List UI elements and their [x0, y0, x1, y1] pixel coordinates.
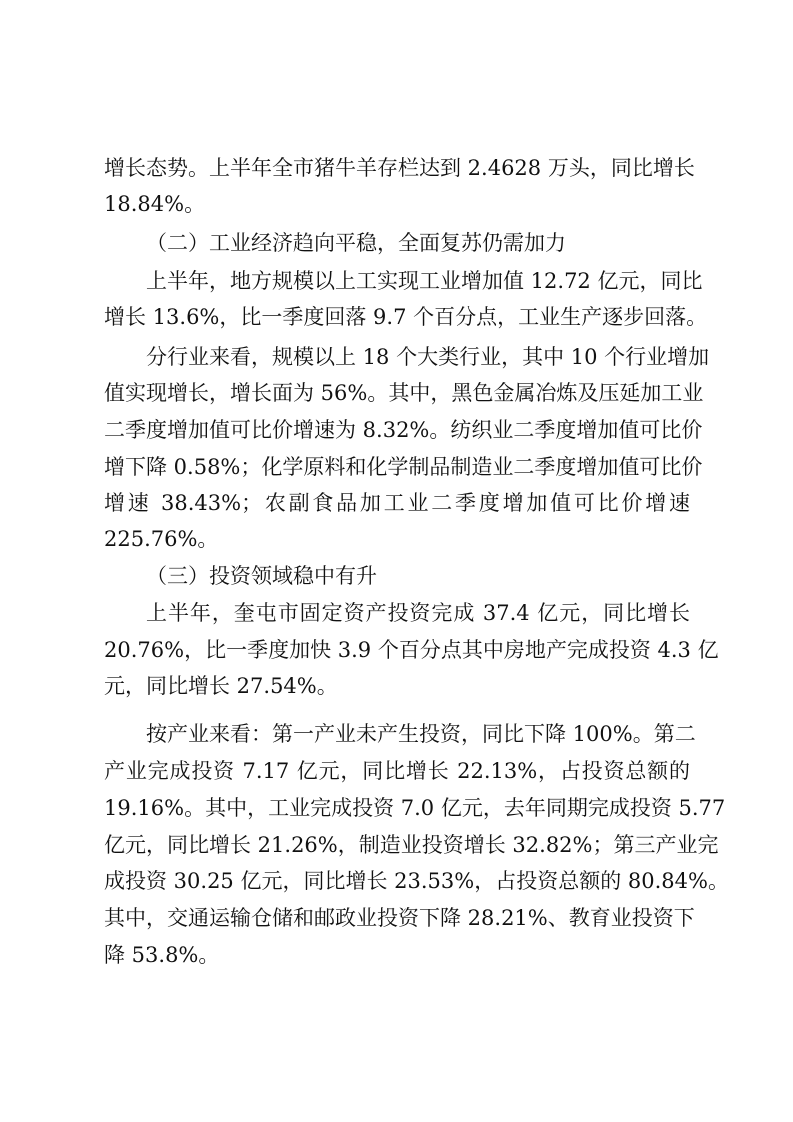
paragraph-line: 增速 38.43%；农副食品加工业二季度增加值可比价增速 — [104, 491, 690, 515]
paragraph-line: 产业完成投资 7.17 亿元，同比增长 22.13%，占投资总额的 — [104, 759, 690, 783]
paragraph-line: 亿元，同比增长 21.26%，制造业投资增长 32.82%；第三产业完 — [104, 833, 719, 857]
paragraph-line: 增长态势。上半年全市猪牛羊存栏达到 2.4628 万头，同比增长 — [104, 156, 695, 180]
paragraph-line: 值实现增长，增长面为 56%。其中，黑色金属冶炼及压延加工业 — [104, 381, 704, 405]
paragraph-line: 增下降 0.58%；化学原料和化学制品制造业二季度增加值可比价 — [104, 455, 703, 479]
section-heading: （三）投资领域稳中有升 — [146, 564, 377, 588]
paragraph-line: 增长 13.6%，比一季度回落 9.7 个百分点，工业生产逐步回落。 — [104, 305, 708, 329]
paragraph-line: 分行业来看，规模以上 18 个大类行业，其中 10 个行业增加 — [146, 345, 710, 369]
paragraph-line: 18.84%。 — [104, 192, 206, 216]
paragraph-line: 上半年，奎屯市固定资产投资完成 37.4 亿元，同比增长 — [146, 601, 690, 625]
paragraph-line: 降 53.8%。 — [104, 943, 220, 967]
paragraph-line: 按产业来看：第一产业未产生投资，同比下降 100%。第二 — [146, 722, 696, 746]
section-heading: （二）工业经济趋向平稳，全面复苏仍需加力 — [146, 231, 566, 255]
paragraph-line: 成投资 30.25 亿元，同比增长 23.53%，占投资总额的 80.84%。 — [104, 869, 729, 893]
paragraph-line: 其中，交通运输仓储和邮政业投资下降 28.21%、教育业投资下 — [104, 906, 695, 930]
paragraph-line: 19.16%。其中，工业完成投资 7.0 亿元，去年同期完成投资 5.77 — [104, 796, 726, 820]
paragraph-line: 上半年，地方规模以上工实现工业增加值 12.72 亿元，同比 — [146, 269, 703, 293]
paragraph-line: 二季度增加值可比价增速为 8.32%。纺织业二季度增加值可比价 — [104, 418, 703, 442]
paragraph-line: 元，同比增长 27.54%。 — [104, 674, 338, 698]
paragraph-line: 20.76%，比一季度加快 3.9 个百分点其中房地产完成投资 4.3 亿 — [104, 638, 719, 662]
paragraph-line: 225.76%。 — [104, 527, 219, 551]
